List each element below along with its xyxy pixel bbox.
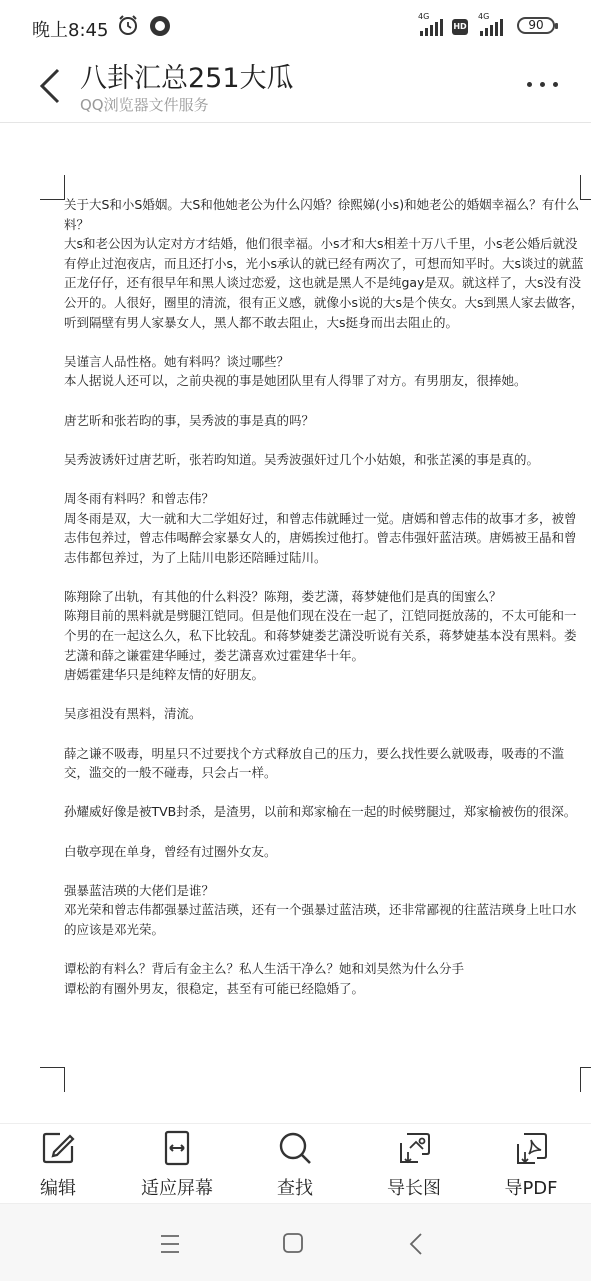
paragraph: 吴秀波诱奸过唐艺昕，张若昀知道。吴秀波强奸过几个小姑娘，和张芷溪的事是真的。 xyxy=(64,451,540,467)
search-icon xyxy=(277,1130,313,1166)
signal-4g-icon: 4G xyxy=(420,18,443,36)
fit-screen-label: 适应屏幕 xyxy=(141,1178,213,1199)
paragraph: 谭松韵有料么？背后有金主么？私人生活干净么？她和刘昊然为什么分手 谭松韵有圈外男友，很稳定，甚至有可能已经隐婚了。 xyxy=(64,961,465,996)
paragraph: 孙耀威好像是被TVB封杀，是渣男，以前和郑家榆在一起的时候劈腿过，郑家榆被伤的很深。 xyxy=(64,804,577,820)
search-button[interactable] xyxy=(245,1130,345,1200)
document-content xyxy=(64,195,584,1018)
export-pdf-icon xyxy=(513,1130,549,1166)
export-pdf-label: 导PDF xyxy=(504,1178,558,1199)
paragraph: 关于大S和小S婚姻。大S和他她老公为什么闪婚？徐熙娣(小s)和她老公的婚姻幸福么？有什么料？ 大s和老公因为认定对方才结婚，他们很幸福。小s才和大s相差十万八千里，小s老公婚后就没有停止过泡夜店，而且还打小s，光小s承认的就已经有两次了，可想而知平时。大s谈过的就蓝正龙仔仔，还有很早年和黑人谈过恋爱，这也就是黑人不是纯gay是双。就这样了，大s没有没公开的。人很好，圈里的清流，很有正义感，就像小s说的大s是个侠女。大s到黑人家去做客，听到隔壁有男人家暴女人，黑人都不敢去阻止，大s挺身而出去阻止的。 xyxy=(64,197,584,330)
app-header xyxy=(0,56,591,122)
page-title: 八卦汇总251大瓜 xyxy=(80,63,294,94)
paragraph: 陈翔除了出轨，有其他的什么料没？陈翔，娄艺潇，蒋梦婕他们是真的闺蜜么？ 陈翔目前的黑料就是劈腿江铠同。但是他们现在没在一起了，江铠同挺放荡的，不太可能和一个男的在一起这么久，私下比较乱。和蒋梦婕娄艺潇没听说有关系，蒋梦婕基本没有黑料。娄艺潇和薛之谦霍建华睡过，娄艺潇喜欢过霍建华十年。 唐嫣霍建华只是纯粹友情的好朋友。 xyxy=(64,588,577,683)
export-image-button[interactable] xyxy=(364,1130,464,1200)
fit-screen-button[interactable] xyxy=(127,1130,227,1200)
status-time: 晚上8:45 xyxy=(32,20,109,41)
paragraph: 吴谨言人品性格。她有料吗？谈过哪些？ 本人据说人还可以，之前央视的事是她团队里有人得罪了对方。有男朋友，很捧她。 xyxy=(64,353,527,389)
paragraph: 唐艺昕和张若昀的事，吴秀波的事是真的吗？ xyxy=(64,412,315,428)
qq-icon xyxy=(150,16,170,36)
paragraph: 周冬雨有料吗？和曾志伟？ 周冬雨是双，大一就和大二学姐好过，和曾志伟就睡过一觉。唐嫣和曾志伟的故事才多，被曾志伟包养过，曾志伟喝醉会家暴女人的，唐嫣挨过他打。曾志伟强奸蓝洁瑛。唐嫣被王晶和曾志伟都包养过，为了上陆川电影还陪睡过陆川。 xyxy=(64,490,577,565)
page-corner-mark xyxy=(40,175,65,200)
chevron-left-icon[interactable] xyxy=(34,66,64,106)
edit-icon xyxy=(40,1130,76,1166)
paragraph: 强暴蓝洁瑛的大佬们是谁？ 邓光荣和曾志伟都强暴过蓝洁瑛，还有一个强暴过蓝洁瑛，还非常鄙视的往蓝洁瑛身上吐口水的应该是邓光荣。 xyxy=(64,882,577,937)
page-corner-mark xyxy=(40,1067,65,1092)
status-bar xyxy=(0,0,591,56)
more-dots-icon[interactable] xyxy=(527,78,563,90)
page-subtitle: QQ浏览器文件服务 xyxy=(80,96,209,114)
search-label: 查找 xyxy=(277,1178,313,1199)
home-icon[interactable] xyxy=(273,1226,313,1262)
edit-button[interactable] xyxy=(8,1130,108,1200)
document-viewer[interactable] xyxy=(0,123,591,1123)
export-pdf-button[interactable] xyxy=(481,1130,581,1200)
battery-indicator: 90 xyxy=(517,17,555,34)
bottom-toolbar xyxy=(0,1123,591,1204)
paragraph: 薛之谦不吸毒，明星只不过要找个方式释放自己的压力，要么找性要么就吸毒，吸毒的不滥交，滥交的一般不碰毒，只会占一样。 xyxy=(64,745,565,781)
export-image-icon xyxy=(396,1130,432,1166)
system-nav-bar xyxy=(0,1203,591,1281)
hd-icon: HD xyxy=(452,19,468,35)
fit-screen-icon xyxy=(159,1130,195,1166)
alarm-icon xyxy=(117,14,139,36)
page-corner-mark xyxy=(580,1067,591,1092)
paragraph: 白敬亭现在单身，曾经有过圈外女友。 xyxy=(64,843,277,859)
paragraph: 吴彦祖没有黑料，清流。 xyxy=(64,706,202,722)
export-image-label: 导长图 xyxy=(387,1178,441,1199)
back-icon[interactable] xyxy=(397,1226,437,1262)
edit-label: 编辑 xyxy=(40,1178,76,1199)
signal-4g-icon: 4G xyxy=(480,18,503,36)
menu-icon[interactable] xyxy=(150,1226,190,1262)
